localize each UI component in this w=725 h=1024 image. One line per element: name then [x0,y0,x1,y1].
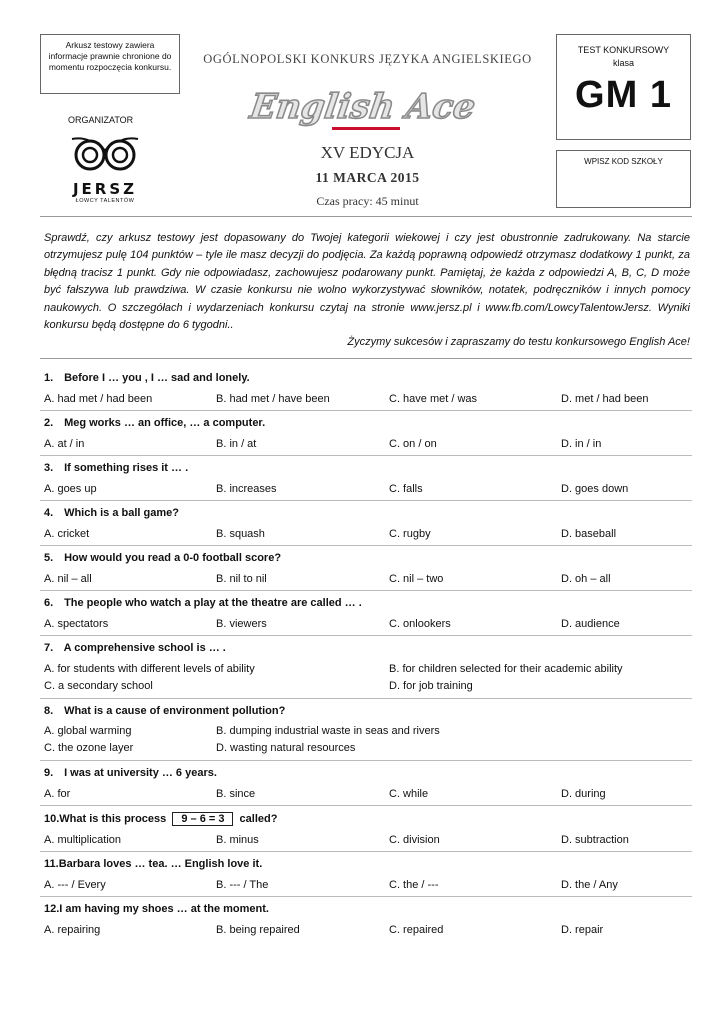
answer-8b[interactable]: B. dumping industrial waste in seas and rivers [216,725,440,737]
question-4: 4. Which is a ball game? [44,507,179,519]
logo-subtitle: ŁOWCY TALENTÓW [75,198,135,204]
answer-6b[interactable]: B. viewers [216,618,267,630]
question-5: 5. How would you read a 0-0 football score? [44,552,282,564]
contest-title: OGÓLNOPOLSKI KONKURS JĘZYKA ANGIELSKIEGO [203,52,532,66]
test-class-box [556,34,691,140]
answer-2d[interactable]: D. in / in [561,438,602,450]
answer-7d[interactable]: D. for job training [389,680,473,692]
answer-1d[interactable]: D. met / had been [561,393,649,405]
question-separator [40,698,692,699]
answer-9d[interactable]: D. during [561,788,606,800]
question-12: 12.I am having my shoes … at the moment. [44,903,269,915]
answer-4d[interactable]: D. baseball [561,528,617,540]
answer-2b[interactable]: B. in / at [216,438,257,450]
question-separator [40,455,692,456]
jersz-logo [68,135,142,204]
answer-4c[interactable]: C. rugby [389,528,431,540]
answer-12b[interactable]: B. being repaired [216,924,300,936]
question-separator [40,896,692,897]
answer-2a[interactable]: A. at / in [44,438,85,450]
edition-label: XV EDYCJA [320,143,415,162]
question-separator [40,590,692,591]
answer-1c[interactable]: C. have met / was [389,393,478,405]
question-9: 9. I was at university … 6 years. [44,767,217,779]
answer-10c[interactable]: C. division [389,834,440,846]
question-8: 8. What is a cause of environment pollution? [44,705,286,717]
question-3: 3. If something rises it … . [44,462,189,474]
question-separator [40,851,692,852]
intro-divider [40,358,692,359]
answer-3c[interactable]: C. falls [389,483,423,495]
answer-3b[interactable]: B. increases [216,483,277,495]
answer-7c[interactable]: C. a secondary school [44,680,153,692]
answer-3a[interactable]: A. goes up [44,483,97,495]
answer-12d[interactable]: D. repair [561,924,604,936]
answer-9a[interactable]: A. for [44,788,71,800]
answer-5a[interactable]: A. nil – all [44,573,92,585]
school-code-field[interactable] [556,150,691,208]
organizer-label: ORGANIZATOR [68,115,134,125]
instructions-text: Sprawdź, czy arkusz testowy jest dopasowany do Twojej kategorii wiekowej i czy jest obustronnie zadrukowany. Na starcie otrzymujesz pulę 104 punktów – tyle ile masz decyzji do podjęcia. Za każdą poprawną odpowiedź otrzymasz dodatkowy 1 punkt, za błędną tracisz 1 punkt. Gdy nie odpowiadasz, zachowujesz podarowany punkt. Pamiętaj, że każda z odpowiedzi A, B, C, D może być fałszywa lub prawdziwa. W czasie konkursu nie wolno wykorzystywać słowników, notatek, podręczników i innych pomocy naukowych. O szczegółach i wydarzeniach konkursu czytaj na stronie www.jersz.pl i www.fb.com/LowcyTalentowJersz. Wyniki konkursu będą dostępne do 6 tygodni.. [44,232,690,332]
equation-box: 9 – 6 = 3 [172,812,233,826]
answer-10d[interactable]: D. subtraction [561,834,629,846]
answer-9b[interactable]: B. since [216,788,256,800]
answer-10b[interactable]: B. minus [216,834,259,846]
answer-5b[interactable]: B. nil to nil [216,573,267,585]
contest-date: 11 MARCA 2015 [315,170,420,185]
good-luck-message: Życzymy sukcesów i zapraszamy do testu konkursowego English Ace! [347,336,690,348]
answer-2c[interactable]: C. on / on [389,438,437,450]
brand-wordmark: English Ace [247,87,478,127]
school-code-label: WPISZ KOD SZKOŁY [584,157,663,166]
answer-6d[interactable]: D. audience [561,618,620,630]
answer-1b[interactable]: B. had met / have been [216,393,330,405]
legal-notice-box [40,34,180,94]
question-2: 2. Meg works … an office, … a computer. [44,417,266,429]
answer-10a[interactable]: A. multiplication [44,834,122,846]
answer-3d[interactable]: D. goes down [561,483,629,495]
question-separator [40,545,692,546]
answer-12a[interactable]: A. repairing [44,924,101,936]
header-divider [40,216,692,217]
answer-12c[interactable]: C. repaired [389,924,444,936]
answer-7a[interactable]: A. for students with different levels of ability [44,663,255,675]
answer-11d[interactable]: D. the / Any [561,879,618,891]
question-separator [40,410,692,411]
answer-11b[interactable]: B. --- / The [216,879,269,891]
test-label: TEST KONKURSOWY [577,45,670,55]
answer-6a[interactable]: A. spectators [44,618,109,630]
question-11: 11.Barbara loves … tea. … English love it. [44,858,263,870]
logo-wordmark: JERSZ [72,180,138,198]
class-value: GM 1 [575,74,672,116]
question-1: 1. Before I … you , I … sad and lonely. [44,372,250,384]
answer-4b[interactable]: B. squash [216,528,265,540]
owl-eyes-icon [68,135,142,173]
legal-notice-text: Arkusz testowy zawiera informacje prawnie chronione do momentu rozpoczęcia konkursu. [48,40,172,72]
answer-8c[interactable]: C. the ozone layer [44,742,134,754]
answer-5c[interactable]: C. nil – two [389,573,444,585]
answer-9c[interactable]: C. while [389,788,429,800]
english-ace-logo [247,76,478,136]
question-10: 10.What is this process 9 – 6 = 3 called? [44,813,278,825]
question-separator [40,635,692,636]
question-6: 6. The people who watch a play at the theatre are called … . [44,597,362,609]
answer-7b[interactable]: B. for children selected for their academic ability [389,663,623,675]
answer-1a[interactable]: A. had met / had been [44,393,153,405]
work-time: Czas pracy: 45 minut [316,194,419,208]
question-separator [40,760,692,761]
answer-5d[interactable]: D. oh – all [561,573,611,585]
question-7: 7. A comprehensive school is … . [44,642,226,654]
question-separator [40,500,692,501]
answer-4a[interactable]: A. cricket [44,528,90,540]
answer-6c[interactable]: C. onlookers [389,618,451,630]
class-label: klasa [612,58,634,68]
answer-8d[interactable]: D. wasting natural resources [216,742,356,754]
answer-11a[interactable]: A. --- / Every [44,879,106,891]
answer-11c[interactable]: C. the / --- [389,879,439,891]
question-separator [40,805,692,806]
answer-8a[interactable]: A. global warming [44,725,132,737]
